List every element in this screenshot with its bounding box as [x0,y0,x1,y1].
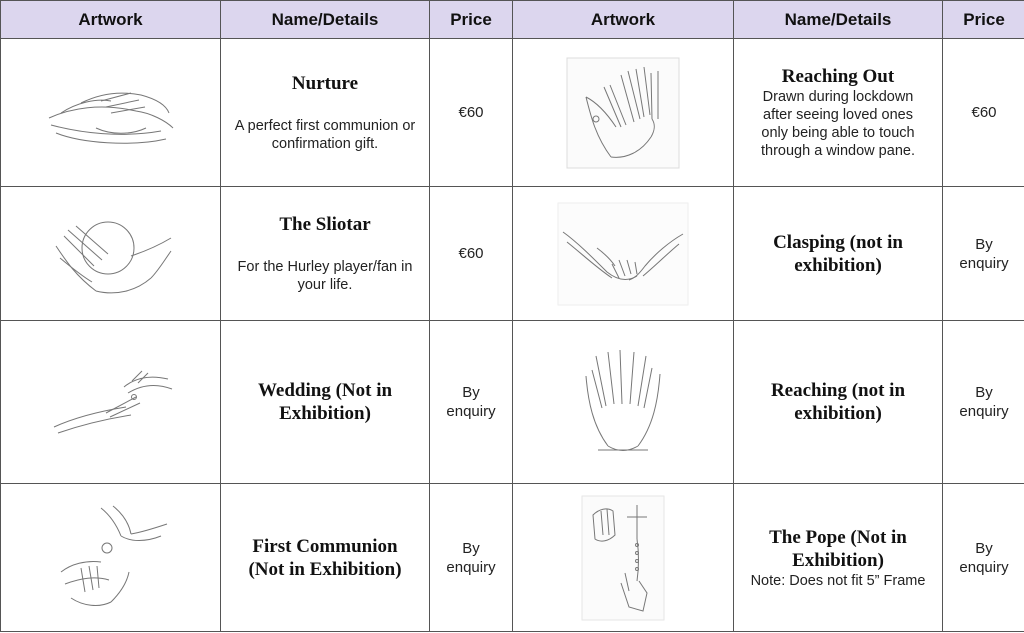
artwork-cell [513,39,734,187]
artwork-title: Reaching (not in exhibition) [770,380,906,424]
price-cell [430,39,513,187]
artwork-description: Drawn during lockdown after seeing loved ones only being able to touch through a window pane. [761,89,915,159]
price-cell [430,321,513,484]
artwork-cell [1,39,221,187]
table-row [1,321,1024,484]
header-name-details: Name/Details [734,1,943,39]
price-cell [943,39,1024,187]
header-artwork: Artwork [513,1,734,39]
price-value: By enquiry [959,384,1009,420]
price-cell [943,187,1024,321]
artwork-cell [1,187,221,321]
price-cell [430,187,513,321]
price-cell [943,321,1024,484]
name-details-cell [221,484,430,632]
pope-hands-rosary-sketch-image[interactable] [581,495,665,621]
header-price: Price [430,1,513,39]
artwork-description: For the Hurley player/fan in your life. [237,259,413,293]
header-artwork: Artwork [1,1,221,39]
artwork-cell [513,321,734,484]
artwork-note: Note: Does not fit 5” Frame [750,572,926,589]
hands-cupped-sketch-image[interactable] [41,73,181,153]
communion-hands-sketch-image[interactable] [51,502,171,614]
table-row [1,39,1024,187]
artwork-title: Reaching Out [781,66,895,87]
price-value: By enquiry [959,235,1009,272]
price-value: €60 [458,104,484,121]
name-details-cell [221,321,430,484]
artwork-title: The Sliotar [279,214,371,235]
artwork-description: A perfect first communion or confirmation gift. [234,118,416,152]
hand-reaching-sketch-image[interactable] [566,57,680,169]
price-value: By enquiry [446,384,496,420]
artwork-title: Clasping (not in exhibition) [773,231,903,276]
table-header-row [1,1,1024,39]
header-price: Price [943,1,1024,39]
table-row [1,484,1024,632]
artwork-title: The Pope (Not in Exhibition) [769,526,907,571]
name-details-cell [221,187,430,321]
name-details-cell [734,321,943,484]
artwork-cell [513,484,734,632]
table-row [1,187,1024,321]
price-value: By enquiry [959,539,1009,576]
artwork-title: Wedding (Not in Exhibition) [257,380,393,424]
wedding-hands-sketch-image[interactable] [46,367,176,437]
hands-clasping-sketch-image[interactable] [557,202,689,306]
name-details-cell [734,39,943,187]
hand-holding-ball-sketch-image[interactable] [46,206,176,302]
artwork-title: Nurture [291,73,359,94]
artwork-cell [1,321,221,484]
artwork-cell [513,187,734,321]
price-value: By enquiry [446,539,496,576]
open-hands-sketch-image[interactable] [578,346,668,458]
name-details-cell [734,484,943,632]
price-cell [430,484,513,632]
name-details-cell [221,39,430,187]
header-name-details: Name/Details [221,1,430,39]
price-value: €60 [458,245,484,262]
artwork-title: First Communion (Not in Exhibition) [248,535,402,580]
name-details-cell [734,187,943,321]
price-cell [943,484,1024,632]
artwork-cell [1,484,221,632]
price-value: €60 [971,104,997,121]
